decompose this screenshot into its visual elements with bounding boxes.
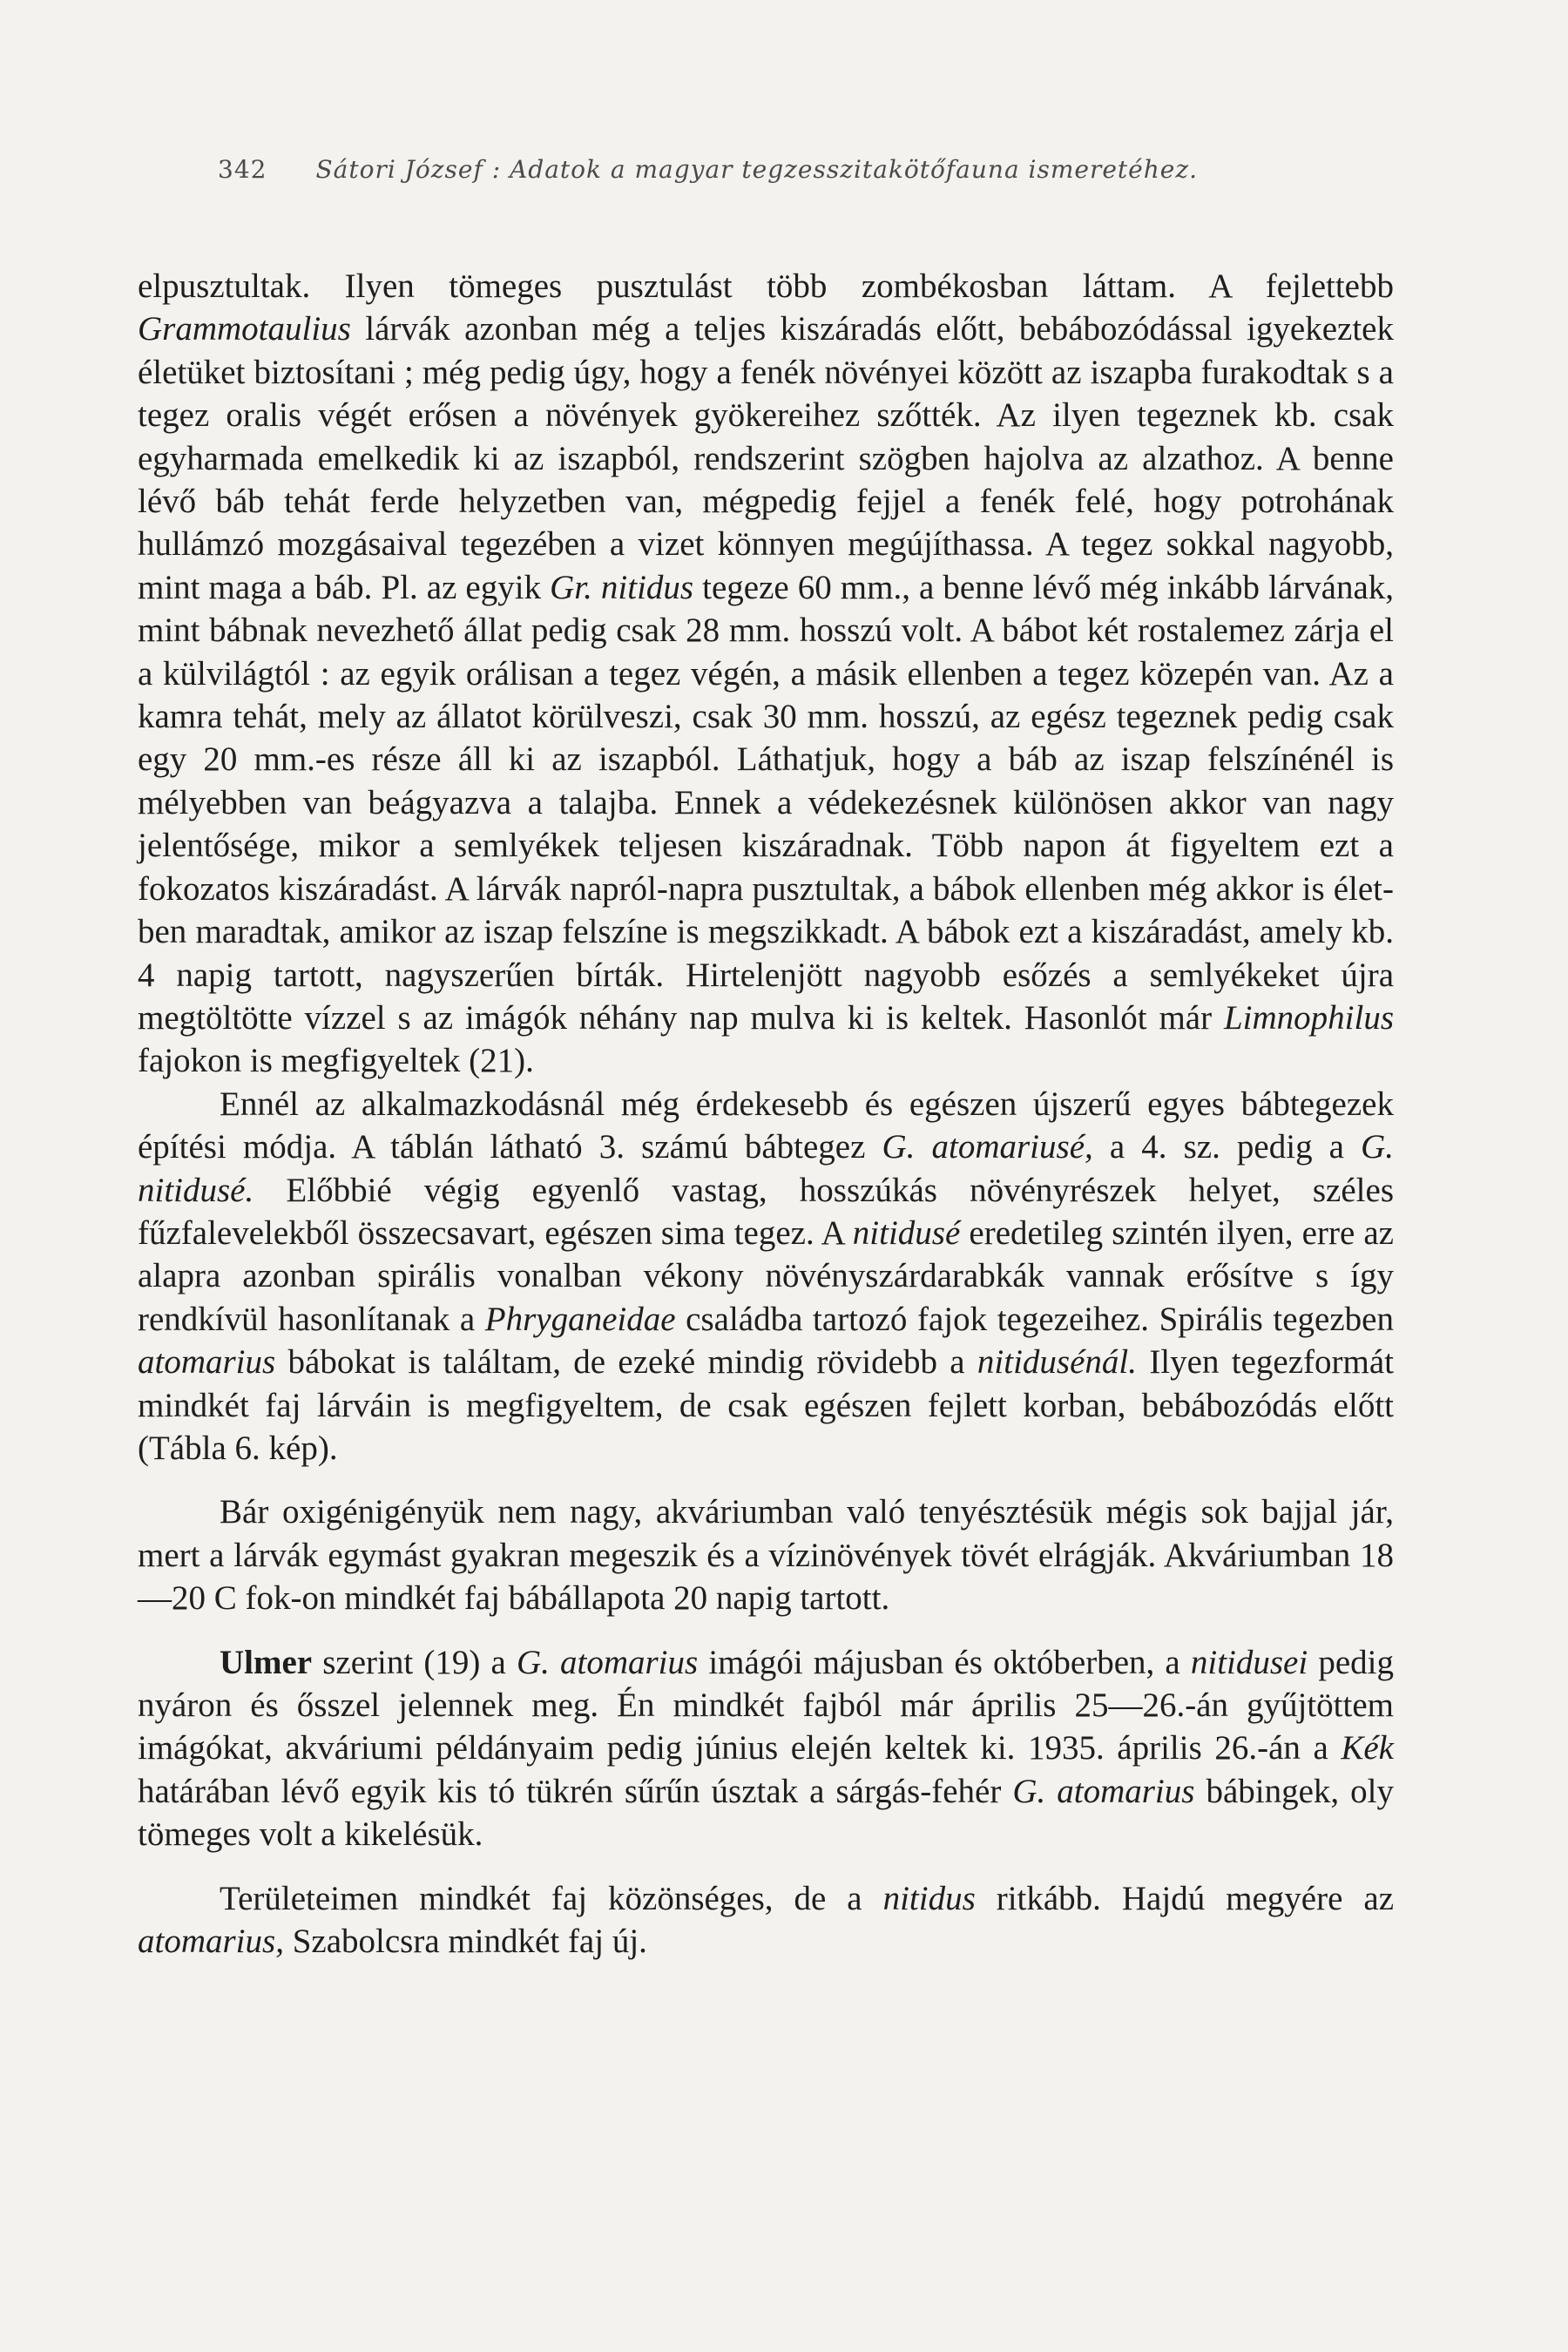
taxon-name: Limnophilus: [1223, 998, 1394, 1037]
running-title: Sátori József : Adatok a magyar tegzesszitakötőfauna ismeretéhez.: [315, 155, 1199, 184]
text-run: Bár oxigénigényük nem nagy, akváriumban való tenyésztésük mégis sok bajjal jár, mert a lárvák egymást gyakran megeszik és a vízinövények tövét elrágják. Akváriumban 18—20 C fok-on mindkét faj bábállapota 20 napig tartott.: [138, 1493, 1394, 1618]
text-run: fajokon is megfigyeltek (21).: [138, 1042, 534, 1080]
taxon-name: G. nitidusé.: [138, 1128, 1394, 1209]
text-run: családba tartozó fajok tegezeihez. Spirális tegezben: [675, 1300, 1394, 1338]
taxon-name: Grammotaulius: [138, 310, 351, 348]
taxon-name: Gr. nitidus: [550, 568, 694, 606]
taxon-name: nitidus: [882, 1879, 976, 1917]
text-run: Szabolcsra mindkét faj új.: [283, 1923, 647, 1961]
text-run: Ilyen tegezformát mindkét faj lárváin is megfigyeltem, de csak egészen fejlett korban, bebábozódás előtt (Tábla 6. kép).: [138, 1343, 1394, 1467]
running-head: [218, 155, 1368, 184]
taxon-name: atomarius: [138, 1343, 276, 1382]
paragraph-1: [138, 265, 1394, 1083]
text-run: határában lévő egyik kis tó tükrén sűrűn úsztak a sárgás-fehér: [138, 1772, 1013, 1810]
author-name: Ulmer: [220, 1643, 313, 1681]
text-run: szerint (19) a: [312, 1643, 517, 1681]
text-run: elpusztultak. Ilyen tömeges pusztulást több zombékosban láttam. A fejlettebb: [138, 267, 1394, 305]
taxon-name: G. atomarius: [516, 1643, 699, 1681]
text-run: lárvák azonban még a teljes kiszáradás előtt, bebábozódással igyekeztek életüket biztosítani ; még pedig úgy, hogy a fenék növényei között az iszapba furakodtak s a tegez oralis végét erősen a növények gyökereihez szőtték. Az ilyen tegeznek kb. csak egyharmada emelkedik ki az iszapból, rendszerint szögben hajolva az alzathoz. A benne lévő báb tehát ferde helyzetben van, mégpedig fejjel a fenék felé, hogy potrohának hullámzó mozgásaival tegezében a vizet könnyen megújíthassa. A tegez sokkal nagyobb, mint maga a báb. Pl. az egyik: [138, 310, 1394, 606]
paragraph-4: [138, 1641, 1394, 1856]
text-run: pedig nyáron és ősszel jelennek meg. Én mindkét fajból már április 25—26.-án gyűjtöttem imágókat, akváriumi példányaim pedig június elején keltek ki. 1935. április 26.-án a: [138, 1643, 1394, 1767]
taxon-name: nitidusé: [852, 1213, 961, 1252]
text-run: Területeimen mindkét faj közönséges, de a: [220, 1879, 883, 1917]
taxon-name: Phryganeidae: [484, 1300, 676, 1338]
text-run: eredetileg szintén ilyen, erre az alapra azonban spirális vonalban vékony növényszárdarabkák vannak erősítve s így rendkívül hasonlítanak a: [138, 1213, 1394, 1338]
text-run: tegeze 60 mm., a benne lévő még inkább lárvának, mint bábnak nevezhető állat pedig csak 28 mm. hosszú volt. A bábot két rostalemez zárja el a külvilágtól : az egyik orálisan a tegez végén, a másik ellenben a tegez közepén van. Az a kamra tehát, mely az állatot körülveszi, csak 30 mm. hosszú, az egész tegeznek pedig csak egy 20 mm.-es része áll ki az iszapból. Láthatjuk, hogy a báb az iszap felszínénél is mélyebben van beágyazva a talajba. Ennek a védekezésnek különösen akkor van nagy jelentősége, mikor a semlyékek teljesen kiszáradnak. Több napon át figyeltem ezt a fokozatos kiszáradást. A lárvák napról-napra pusztultak, a bábok ellenben még akkor is életben maradtak, amikor az iszap felszíne is megszikkadt. A bábok ezt a kiszáradást, amely kb. 4 napig tartott, nagyszerűen bírták. Hirtelenjött nagyobb esőzés a semlyékeket újra megtöltötte vízzel s az imágók néhány nap mulva ki is keltek. Hasonlót már: [138, 568, 1395, 1037]
taxon-name: G. atomarius: [1012, 1772, 1195, 1810]
text-run: a 4. sz. pedig a: [1092, 1128, 1362, 1166]
paragraph-2: [138, 1083, 1394, 1470]
paragraph-3: [138, 1490, 1394, 1619]
text-run: imágói májusban és októberben, a: [698, 1643, 1191, 1681]
taxon-name: nitidusei: [1190, 1643, 1308, 1681]
taxon-name: atomarius,: [138, 1923, 284, 1961]
article-body: [138, 265, 1394, 1963]
text-run: bábokat is találtam, de ezeké mindig rövidebb a: [275, 1343, 977, 1382]
text-run: Előbbié végig egyenlő vastag, hosszúkás növényrészek helyet, széles fűzfalevelekből összecsavart, egészen sima tegez. A: [138, 1171, 1394, 1252]
taxon-name: G. atomariusé,: [882, 1128, 1093, 1166]
place-name: Kék: [1341, 1729, 1394, 1767]
paragraph-5: [138, 1877, 1394, 1963]
page-number: 342: [218, 155, 267, 184]
text-run: bábingek, oly tömeges volt a kikelésük.: [138, 1772, 1394, 1854]
taxon-name: nitidusénál.: [977, 1343, 1137, 1382]
text-run: ritkább. Hajdú megyére az: [975, 1879, 1395, 1917]
text-run: Ennél az alkalmazkodásnál még érdekesebb és egészen újszerű egyes bábtegezek építési módja. A táblán látható 3. számú bábtegez: [138, 1085, 1394, 1166]
